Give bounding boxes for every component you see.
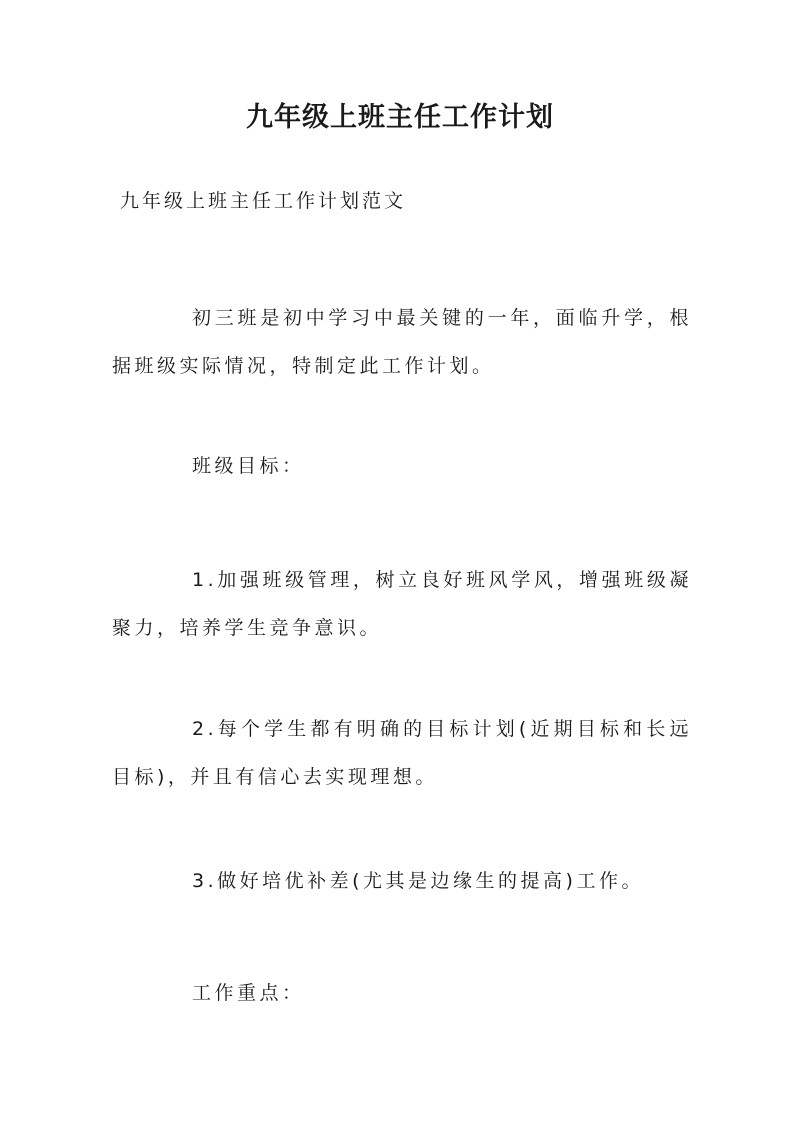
document-subtitle: 九年级上班主任工作计划范文 <box>120 190 407 212</box>
paragraph-work-focus-heading: 工作重点： <box>192 982 305 1004</box>
document-title: 九年级上班主任工作计划 <box>246 102 554 133</box>
paragraph-goal-2: 2.每个学生都有明确的目标计划(近期目标和长远目标)，并且有信心去实现理想。 <box>112 718 692 788</box>
paragraph-class-goals-heading: 班级目标： <box>192 455 305 477</box>
paragraph-goal-3: 3.做好培优补差(尤其是边缘生的提高)工作。 <box>192 870 644 892</box>
paragraph-intro: 初三班是初中学习中最关键的一年，面临升学，根据班级实际情况，特制定此工作计划。 <box>112 307 692 377</box>
paragraph-goal-1: 1.加强班级管理，树立良好班风学风，增强班级凝聚力，培养学生竞争意识。 <box>112 569 692 639</box>
